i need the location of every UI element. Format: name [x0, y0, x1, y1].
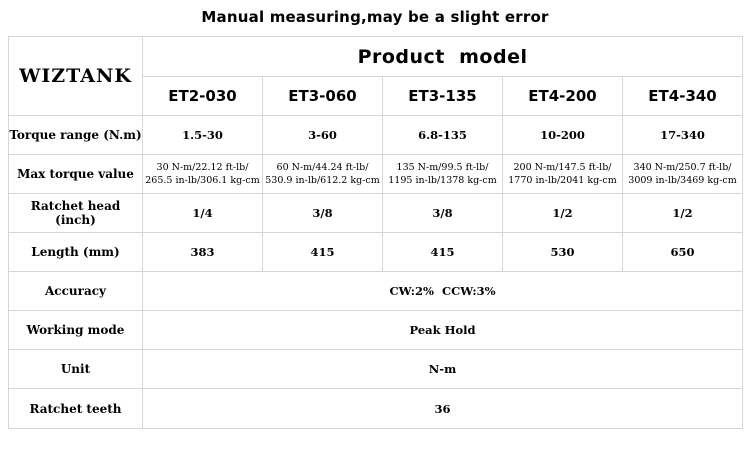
length-row [9, 233, 743, 272]
header-row [9, 37, 743, 77]
ratchet-teeth-value: 36 [143, 389, 743, 429]
cell-line: 135 N-m/99.5 ft-lb/ [396, 162, 489, 173]
model-cell: ET4-340 [623, 77, 743, 116]
row-label: Length (mm) [9, 233, 143, 272]
max-torque-row [9, 155, 743, 194]
table-cell: 415 [263, 233, 383, 272]
table-cell: 3-60 [263, 116, 383, 155]
working-mode-value: Peak Hold [143, 311, 743, 350]
cell-line: 265.5 in-lb/306.1 kg-cm [145, 175, 260, 186]
cell-line: 1195 in-lb/1378 kg-cm [388, 175, 497, 186]
cell-line: 530.9 in-lb/612.2 kg-cm [265, 175, 380, 186]
cell-line: 60 N-m/44.24 ft-lb/ [276, 162, 369, 173]
caption: Manual measuring,may be a slight error [201, 8, 549, 26]
table-cell [503, 155, 623, 194]
ratchet-teeth-row [9, 389, 743, 429]
cell-line: 3009 in-lb/3469 kg-cm [628, 175, 737, 186]
row-label: Torque range (N.m) [9, 116, 143, 155]
row-label: Working mode [9, 311, 143, 350]
table-cell: 383 [143, 233, 263, 272]
accuracy-cw: CW:2% [389, 284, 434, 298]
product-model-header: Product model [143, 37, 743, 77]
table-cell [143, 155, 263, 194]
cell-line: 340 N-m/250.7 ft-lb/ [633, 162, 732, 173]
model-cell: ET3-135 [383, 77, 503, 116]
torque-range-row [9, 116, 743, 155]
table-cell: 1/4 [143, 194, 263, 233]
accuracy-ccw: CCW:3% [441, 284, 496, 298]
working-mode-row [9, 311, 743, 350]
spec-table [8, 36, 743, 429]
model-cell: ET3-060 [263, 77, 383, 116]
unit-value: N-m [143, 350, 743, 389]
ratchet-head-row [9, 194, 743, 233]
table-cell [383, 155, 503, 194]
table-cell: 1.5-30 [143, 116, 263, 155]
row-label: Accuracy [9, 272, 143, 311]
brand-logo: WIZTANK [9, 37, 143, 116]
row-label: Ratchet head (inch) [9, 194, 143, 233]
table-cell: 530 [503, 233, 623, 272]
table-cell [623, 155, 743, 194]
unit-row [9, 350, 743, 389]
cell-line: 1770 in-lb/2041 kg-cm [508, 175, 617, 186]
table-cell: 17-340 [623, 116, 743, 155]
table-cell: 3/8 [383, 194, 503, 233]
table-cell: 3/8 [263, 194, 383, 233]
cell-line: 200 N-m/147.5 ft-lb/ [513, 162, 612, 173]
accuracy-row [9, 272, 743, 311]
model-cell: ET4-200 [503, 77, 623, 116]
table-cell: 650 [623, 233, 743, 272]
table-cell: 415 [383, 233, 503, 272]
cell-line: 30 N-m/22.12 ft-lb/ [156, 162, 249, 173]
row-label: Ratchet teeth [9, 389, 143, 429]
table-cell [263, 155, 383, 194]
table-cell: 10-200 [503, 116, 623, 155]
table-cell: 1/2 [623, 194, 743, 233]
table-cell: 6.8-135 [383, 116, 503, 155]
row-label: Max torque value [9, 155, 143, 194]
row-label: Unit [9, 350, 143, 389]
model-cell: ET2-030 [143, 77, 263, 116]
table-cell: 1/2 [503, 194, 623, 233]
accuracy-value [143, 272, 743, 311]
